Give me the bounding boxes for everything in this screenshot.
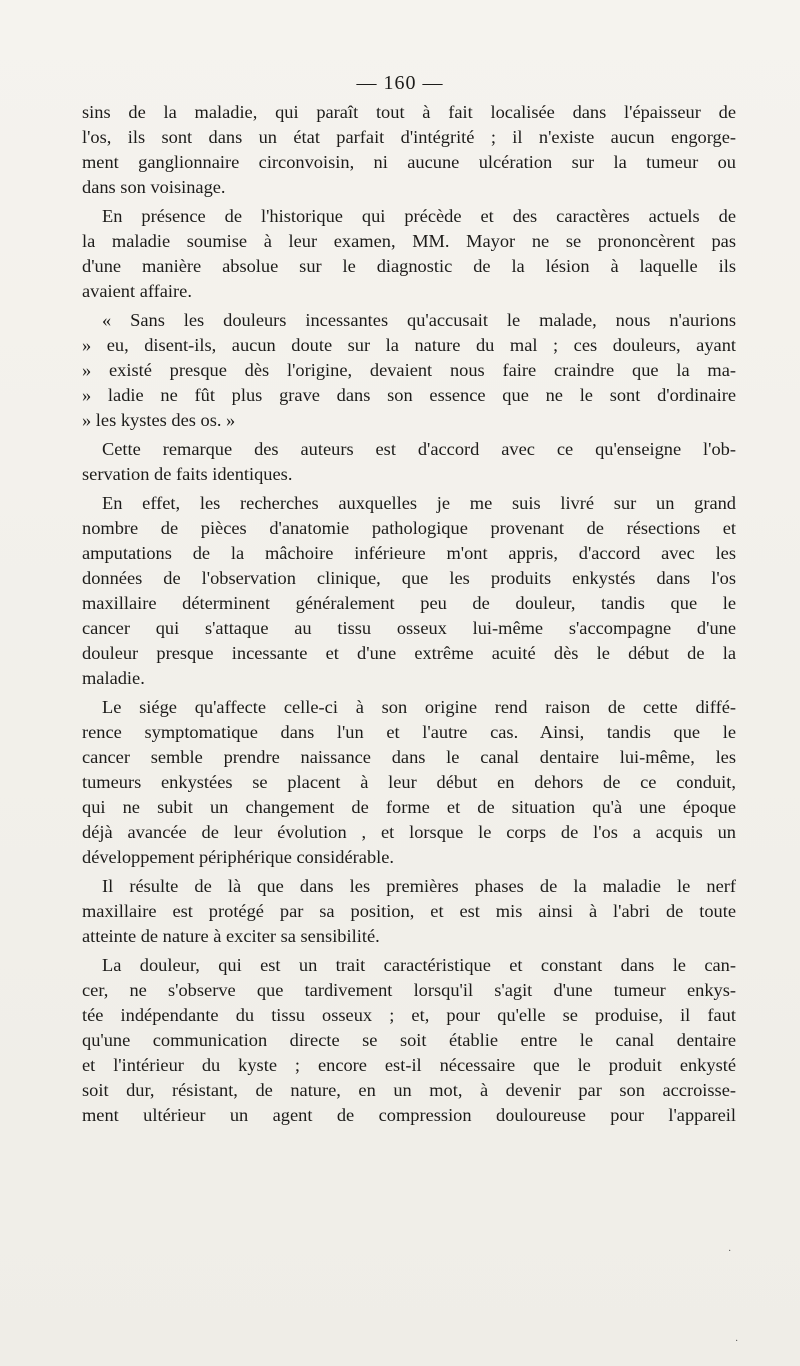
text-line: qui ne subit un changement de forme et de situation qu'à une époque (82, 797, 736, 817)
text-line: » ladie ne fût plus grave dans son essence que ne le sont d'ordinaire (82, 385, 736, 405)
text-line: cancer qui s'attaque au tissu osseux lui-même s'accompagne d'une (82, 618, 736, 638)
text-line: Le siége qu'affecte celle-ci à son origine rend raison de cette diffé- (102, 697, 736, 717)
text-line: ment ultérieur un agent de compression douloureuse pour l'appareil (82, 1105, 736, 1125)
body-text (82, 100, 736, 1128)
text-line: nombre de pièces d'anatomie pathologique provenant de résections et (82, 518, 736, 538)
text-line: douleur presque incessante et d'une extrême acuité dès le début de la (82, 643, 736, 663)
paper-speck: · (728, 1246, 732, 1257)
text-line: ment ganglionnaire circonvoisin, ni aucune ulcération sur la tumeur ou (82, 152, 736, 172)
page-number: — 160 — (356, 72, 444, 94)
text-line: « Sans les douleurs incessantes qu'accusait le malade, nous n'aurions (102, 310, 736, 330)
text-line: sins de la maladie, qui paraît tout à fait localisée dans l'épaisseur de (82, 102, 736, 122)
text-line: l'os, ils sont dans un état parfait d'intégrité ; il n'existe aucun engorge- (82, 127, 736, 147)
paragraph (82, 491, 736, 691)
text-line: qu'une communication directe se soit établie entre le canal dentaire (82, 1030, 736, 1050)
text-line: servation de faits identiques. (82, 464, 293, 484)
text-line: En présence de l'historique qui précède et des caractères actuels de (102, 206, 736, 226)
text-line: amputations de la mâchoire inférieure m'ont appris, d'accord avec les (82, 543, 736, 563)
text-line: Il résulte de là que dans les premières phases de la maladie le nerf (102, 876, 736, 896)
text-line: maxillaire déterminent généralement peu de douleur, tandis que le (82, 593, 736, 613)
text-line: développement périphérique considérable. (82, 847, 395, 867)
text-line: tée indépendante du tissu osseux ; et, pour qu'elle se produise, il faut (82, 1005, 736, 1025)
text-line: déjà avancée de leur évolution , et lorsque le corps de l'os a acquis un (82, 822, 736, 842)
text-line: et l'intérieur du kyste ; encore est-il nécessaire que le produit enkysté (82, 1055, 736, 1075)
paragraph (82, 695, 736, 870)
text-line: maxillaire est protégé par sa position, et est mis ainsi à l'abri de toute (82, 901, 736, 921)
text-line: En effet, les recherches auxquelles je me suis livré sur un grand (102, 493, 736, 513)
text-line: avaient affaire. (82, 281, 192, 301)
paragraph (82, 308, 736, 433)
text-line: la maladie soumise à leur examen, MM. Mayor ne se prononcèrent pas (82, 231, 736, 251)
text-line: données de l'observation clinique, que les produits enkystés dans l'os (82, 568, 736, 588)
text-line: tumeurs enkystées se placent à leur début en dehors de ce conduit, (82, 772, 736, 792)
text-line: maladie. (82, 668, 145, 688)
paragraph (82, 100, 736, 200)
paper-speck: · (735, 1336, 739, 1347)
text-line: cancer semble prendre naissance dans le canal dentaire lui-même, les (82, 747, 736, 767)
text-line: La douleur, qui est un trait caractéristique et constant dans le can- (102, 955, 736, 975)
paragraph (82, 953, 736, 1128)
text-line: » eu, disent-ils, aucun doute sur la nature du mal ; ces douleurs, ayant (82, 335, 736, 355)
paragraph (82, 874, 736, 949)
text-line: soit dur, résistant, de nature, en un mot, à devenir par son accroisse- (82, 1080, 736, 1100)
text-line: Cette remarque des auteurs est d'accord avec ce qu'enseigne l'ob- (102, 439, 736, 459)
text-line: d'une manière absolue sur le diagnostic de la lésion à laquelle ils (82, 256, 736, 276)
paragraph (82, 437, 736, 487)
text-line: dans son voisinage. (82, 177, 226, 197)
text-line: » existé presque dès l'origine, devaient nous faire craindre que la ma- (82, 360, 736, 380)
paragraph (82, 204, 736, 304)
text-line: cer, ne s'observe que tardivement lorsqu'il s'agit d'une tumeur enkys- (82, 980, 736, 1000)
text-line: atteinte de nature à exciter sa sensibilité. (82, 926, 380, 946)
text-line: » les kystes des os. » (82, 410, 236, 430)
text-line: rence symptomatique dans l'un et l'autre cas. Ainsi, tandis que le (82, 722, 736, 742)
